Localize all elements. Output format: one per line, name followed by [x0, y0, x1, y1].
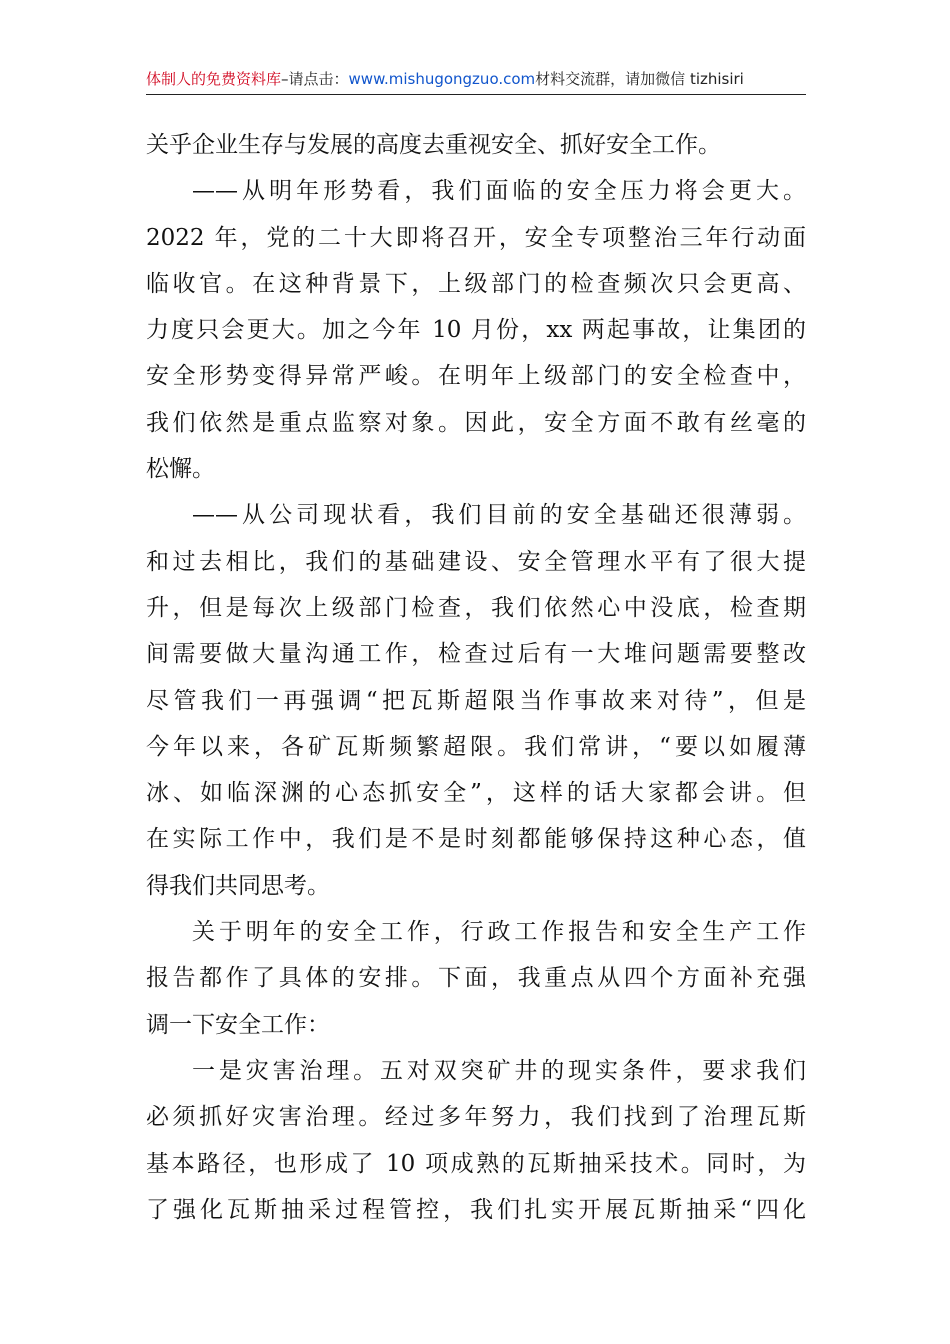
text-line: 松懈。 [146, 456, 215, 483]
paragraph-disaster-control [146, 1048, 806, 1233]
text-line: ——从公司现状看，我们目前的安全基础还很薄弱。 [192, 502, 806, 529]
paragraph-status [146, 492, 806, 909]
text-line: 我们依然是重点监察对象。因此，安全方面不敢有丝毫的 [146, 409, 806, 436]
header-link[interactable]: www.mishugongzuo.com [348, 70, 536, 88]
text-line: 临收官。在这种背景下，上级部门的检查频次只会更高、 [146, 270, 806, 297]
text-line: 间需要做大量沟通工作，检查过后有一大堆问题需要整改 [146, 641, 806, 668]
text-line: 得我们共同思考。 [146, 872, 330, 899]
header-brand: 体制人的免费资料库 [146, 70, 282, 88]
paragraph-continued [146, 122, 806, 168]
header-suffix: 材料交流群，请加微信 tizhisiri [535, 70, 744, 88]
text-line: 2022 年，党的二十大即将召开，安全专项整治三年行动面 [146, 224, 806, 251]
text-line: 关于明年的安全工作，行政工作报告和安全生产工作 [192, 919, 806, 946]
text-line: 了强化瓦斯抽采过程管控，我们扎实开展瓦斯抽采“四化 [146, 1196, 806, 1223]
text-line: ——从明年形势看，我们面临的安全压力将会更大。 [192, 178, 806, 205]
text-line: 力度只会更大。加之今年 10 月份，xx 两起事故，让集团的 [146, 317, 806, 344]
text-line: 冰、如临深渊的心态抓安全”，这样的话大家都会讲。但 [146, 780, 806, 807]
text-line: 必须抓好灾害治理。经过多年努力，我们找到了治理瓦斯 [146, 1104, 806, 1131]
text-line: 升，但是每次上级部门检查，我们依然心中没底，检查期 [146, 594, 806, 621]
text-line: 一是灾害治理。五对双突矿井的现实条件，要求我们 [192, 1057, 806, 1084]
text-line: 在实际工作中，我们是不是时刻都能够保持这种心态，值 [146, 826, 806, 853]
text-line: 尽管我们一再强调“把瓦斯超限当作事故来对待”，但是 [146, 687, 806, 714]
page-header [146, 64, 806, 95]
paragraph-plan [146, 909, 806, 1048]
text-line: 基本路径，也形成了 10 项成熟的瓦斯抽采技术。同时，为 [146, 1150, 806, 1177]
text-line: 和过去相比，我们的基础建设、安全管理水平有了很大提 [146, 548, 806, 575]
document-body [146, 122, 806, 1233]
header-prompt: –请点击： [281, 70, 349, 88]
text-line: 报告都作了具体的安排。下面，我重点从四个方面补充强 [146, 965, 806, 992]
text-line: 关乎企业生存与发展的高度去重视安全、抓好安全工作。 [146, 132, 721, 158]
text-line: 安全形势变得异常严峻。在明年上级部门的安全检查中， [146, 363, 806, 390]
paragraph-outlook [146, 168, 806, 492]
text-line: 今年以来，各矿瓦斯频繁超限。我们常讲，“要以如履薄 [146, 733, 806, 760]
text-line: 调一下安全工作： [146, 1011, 330, 1038]
